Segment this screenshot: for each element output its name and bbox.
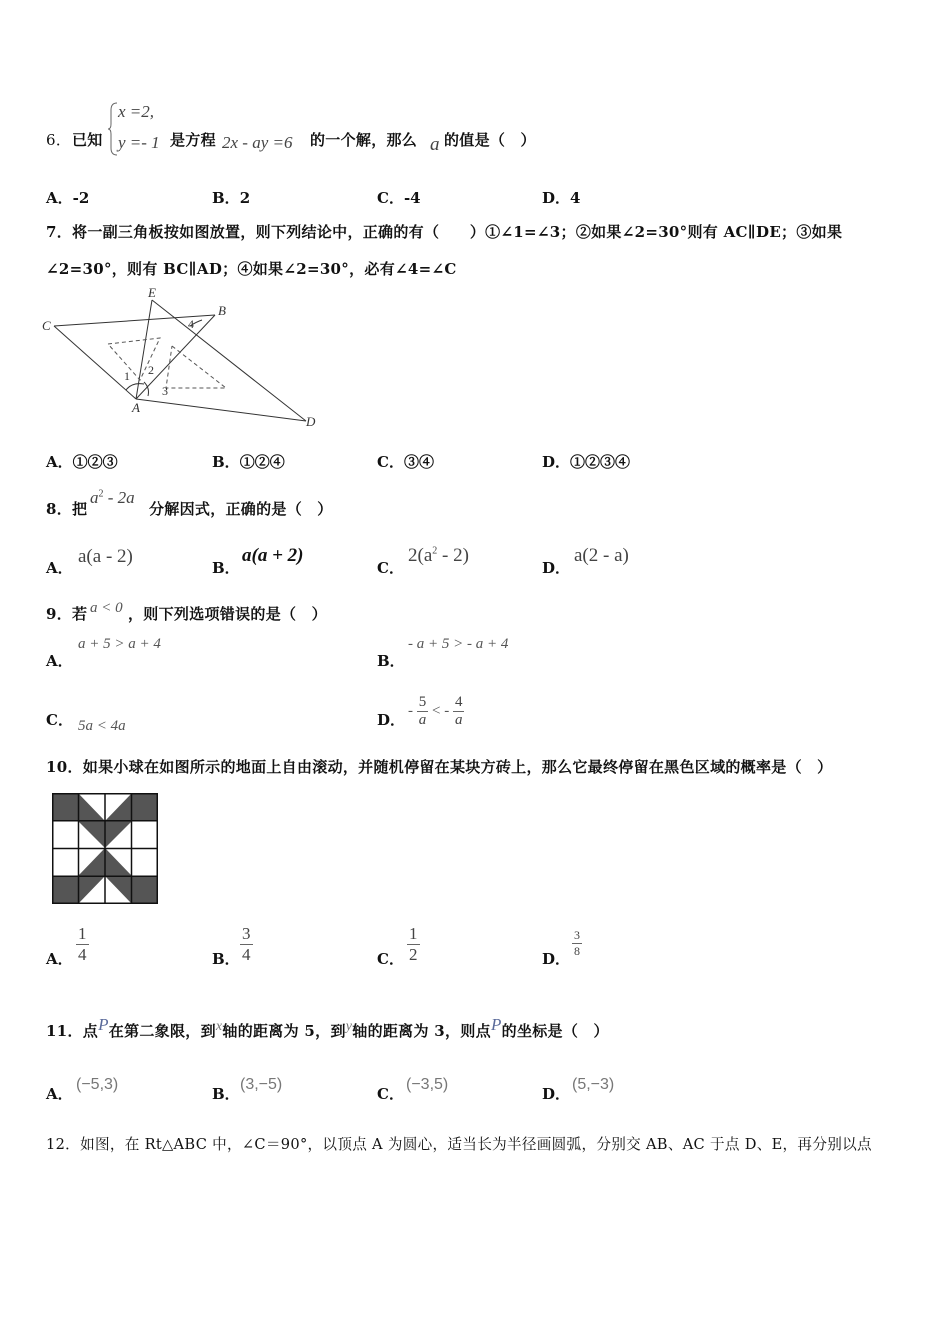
q6-system-line1: x =2, [118,102,155,121]
q9-condition: a < 0 [90,600,123,616]
q6-tail-1: 的一个解，那么 [310,131,418,149]
q7-option-a[interactable]: A．①②③ [46,453,118,471]
q7-triangle-figure [40,284,330,434]
q8-option-a-label[interactable]: A． [46,559,73,577]
q7-text-line2: ∠2=30°，则有 BC∥AD；④如果∠2=30°，必有∠4=∠C [46,260,457,278]
brace-icon [108,102,118,156]
q11-p2: P [490,1015,502,1034]
q10-option-d-label[interactable]: D． [542,950,571,968]
q6-mid-text: 是方程 [170,131,216,149]
q9-option-d-label[interactable]: D． [377,711,406,729]
q10-option-a-frac: 1 4 [78,924,87,964]
q10-tile-grid [52,793,158,904]
line-AD [136,399,306,421]
q6-option-b[interactable]: B．2 [212,189,251,207]
q7-option-b[interactable]: B．①②④ [212,453,285,471]
q6-option-c[interactable]: C．-4 [377,189,421,207]
q6-tail-2: 的值是（ ） [444,131,536,149]
q6-option-d[interactable]: D．4 [542,189,581,207]
q6-lead: 已知 [72,131,103,149]
q9-option-d-math: - $\frac{5}{a}$ < - $\frac{4}{a}$ [408,694,463,728]
angle-arc [126,384,144,390]
q7-option-c[interactable]: C．③④ [377,453,434,471]
q10-option-c-label[interactable]: C． [377,950,404,968]
q9-number: 9．若 [46,605,88,623]
q9-option-a-label[interactable]: A． [46,652,73,670]
q8-option-b-label[interactable]: B． [212,559,240,577]
q8-option-c-label[interactable]: C． [377,559,404,577]
q6-system-line2: y =- 1 [118,133,160,152]
label-1: 1 [124,369,130,383]
q10-option-b-frac: 3 4 [242,924,251,964]
label-2: 2 [148,363,154,377]
label-b: B [218,303,226,318]
q10-option-c-frac: 1 2 [409,924,418,964]
q11-option-c-math: (−3,5) [406,1076,449,1093]
line-ED [152,300,306,421]
q8-option-b-math: a(a + 2) [242,545,304,566]
q9-option-a-math: a + 5 > a + 4 [78,636,161,652]
label-c: C [42,318,51,333]
q11-option-b-math: (3,−5) [240,1076,283,1093]
line-CA [54,326,136,399]
q11-option-c-label[interactable]: C． [377,1085,404,1103]
q9-option-b-label[interactable]: B． [377,652,405,670]
q6-option-a[interactable]: A．-2 [46,189,90,207]
q10-option-d-frac: 3 8 [574,928,580,958]
q10-option-a-label[interactable]: A． [46,950,73,968]
q7-option-d[interactable]: D．①②③④ [542,453,631,471]
q8-tail: 分解因式，正确的是（ ） [149,500,333,518]
q6-number: 6． [46,131,72,149]
q10-option-b-label[interactable]: B． [212,950,240,968]
angle-arc [144,382,149,396]
q6-equation: 2x - ay =6 [222,133,293,152]
label-4: 4 [188,317,194,331]
q10-text: 10．如果小球在如图所示的地面上自由滚动，并随机停留在某块方砖上，那么它最终停留在黑色区域的概率是（ ） [46,758,833,776]
q9-option-b-math: - a + 5 > - a + 4 [408,636,509,652]
label-d: D [306,414,316,429]
label-a: A [132,400,140,415]
q11-option-d-math: (5,−3) [572,1076,615,1093]
q8-option-d-math: a(2 - a) [574,545,629,566]
label-3: 3 [162,384,168,398]
q8-option-c-math: $2(a^2 - 2)$ [408,545,469,566]
q11-p1: P [98,1015,109,1034]
q11-option-b-label[interactable]: B． [212,1085,240,1103]
q9-option-c-label[interactable]: C． [46,711,73,729]
q7-text-line1: 7．将一副三角板按如图放置，则下列结论中，正确的有（ ）①∠1=∠3；②如果∠2=30°则有 AC∥DE；③如果 [46,223,843,241]
q6-variable: a [430,134,440,155]
q12-text: 12．如图，在 Rt△ABC 中，∠C＝90°，以顶点 A 为圆心，适当长为半径画圆弧，分别交 AB、AC 于点 D、E，再分别以点 [46,1136,872,1153]
q11-text: 11．点P在第二象限，到x轴的距离为 5，到y轴的距离为 3，则点P的坐标是（ ） [46,1015,609,1040]
q8-expression: $a^2 - 2a$ [90,488,135,507]
q8-number: 8．把 [46,500,88,518]
q9-tail: ，则下列选项错误的是（ ） [128,605,327,623]
q8-option-a-math: a(a - 2) [78,546,133,567]
q11-option-a-math: (−5,3) [76,1076,119,1093]
q8-option-d-label[interactable]: D． [542,559,571,577]
dashed-triangle-right [166,346,226,388]
label-e: E [148,285,156,300]
q11-option-d-label[interactable]: D． [542,1085,571,1103]
q9-option-c-math: 5a < 4a [78,718,126,734]
q11-option-a-label[interactable]: A． [46,1085,73,1103]
